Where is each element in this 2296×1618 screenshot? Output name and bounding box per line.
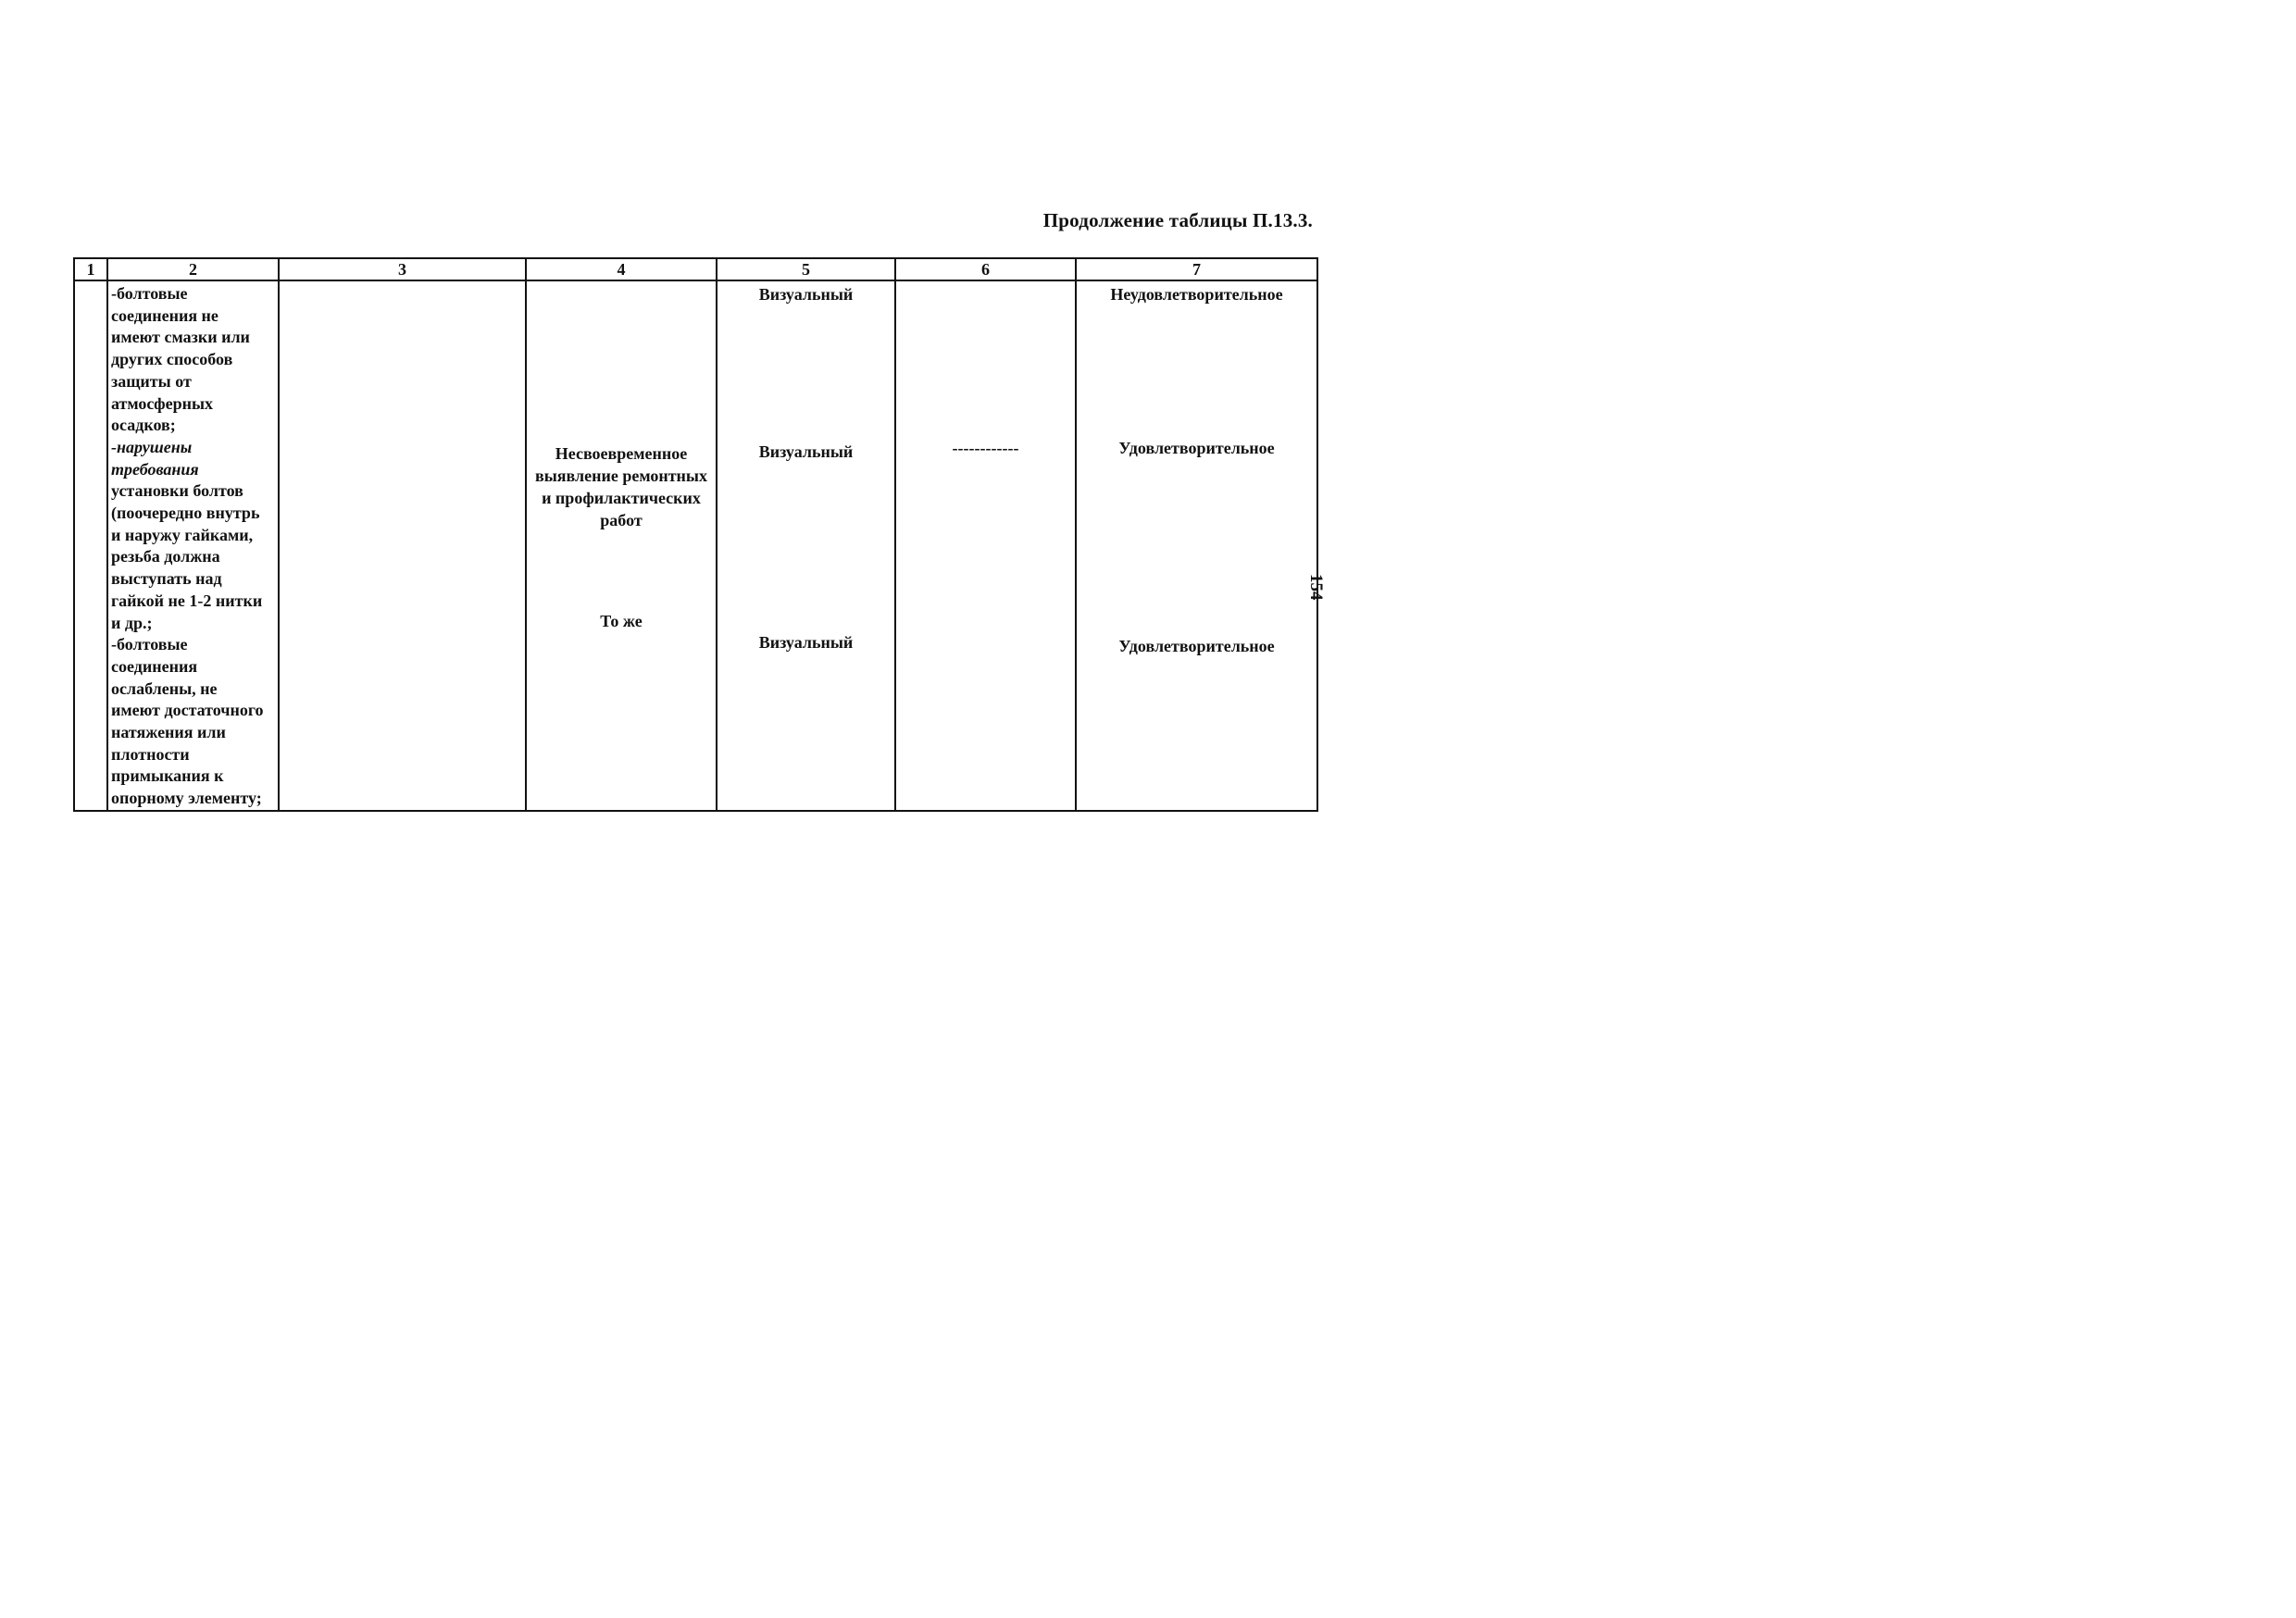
dash-placeholder: ------------: [952, 439, 1019, 457]
method-3: Визуальный: [758, 633, 854, 652]
defect-line: примыкания к: [111, 766, 224, 786]
cell-col-3: [279, 280, 526, 811]
defects-table: [73, 257, 1318, 812]
defect-line: резьба должна: [111, 547, 220, 566]
cell-col-2: [107, 280, 279, 811]
state-3: Удовлетворительное: [1118, 637, 1275, 655]
cause-text: [527, 442, 716, 531]
header-col-6: 6: [895, 258, 1076, 280]
defect-line: требования: [111, 459, 199, 479]
header-col-1: 1: [74, 258, 107, 280]
cell-col-4: [526, 280, 717, 811]
table-row: [74, 280, 1317, 811]
header-col-3: 3: [279, 258, 526, 280]
defect-line: имеют достаточного: [111, 701, 264, 720]
cause-line: выявление ремонтных: [535, 467, 707, 485]
method-2: Визуальный: [758, 442, 854, 461]
defect-line: осадков;: [111, 416, 176, 435]
defect-line: ослаблены, не: [111, 678, 218, 698]
defect-line: защиты от: [111, 371, 192, 391]
method-1: Визуальный: [758, 285, 854, 304]
defect-line: и др.;: [111, 613, 153, 632]
defect-line: -нарушены: [111, 437, 193, 456]
page-number: 154: [1306, 574, 1326, 601]
cause-line: работ: [600, 511, 643, 529]
defect-line: опорному элементу;: [111, 789, 262, 808]
defect-line: атмосферных: [111, 393, 214, 413]
cell-col-5: [717, 280, 895, 811]
defect-line: -болтовые: [111, 284, 188, 303]
header-row: [74, 258, 1317, 280]
cell-col-1: [74, 280, 107, 811]
cause-line: и профилактических: [542, 489, 701, 507]
cause-line: Несвоевременное: [555, 444, 688, 463]
defect-description: [108, 281, 278, 810]
state-2: Удовлетворительное: [1118, 439, 1275, 457]
defect-line: соединения: [111, 656, 198, 676]
header-col-2: 2: [107, 258, 279, 280]
table-caption: Продолжение таблицы П.13.3.: [1042, 209, 1313, 231]
cell-col-7: [1076, 280, 1317, 811]
header-col-7: 7: [1076, 258, 1317, 280]
state-1: Неудовлетворительное: [1110, 285, 1283, 304]
header-col-5: 5: [717, 258, 895, 280]
defect-line: натяжения или: [111, 723, 226, 742]
defect-line: и наружу гайками,: [111, 525, 254, 544]
header-col-4: 4: [526, 258, 717, 280]
same-text: То же: [600, 612, 643, 630]
defect-line: плотности: [111, 744, 190, 764]
defect-line: гайкой не 1-2 нитки: [111, 591, 263, 610]
defect-line: других способов: [111, 350, 233, 369]
defect-line: (поочередно внутрь: [111, 504, 260, 523]
cell-col-6: [895, 280, 1076, 811]
defect-line: соединения не: [111, 305, 218, 325]
defect-line: имеют смазки или: [111, 328, 250, 347]
defect-line: выступать над: [111, 569, 222, 589]
defect-line: -болтовые: [111, 635, 188, 654]
defect-line: установки болтов: [111, 481, 243, 501]
